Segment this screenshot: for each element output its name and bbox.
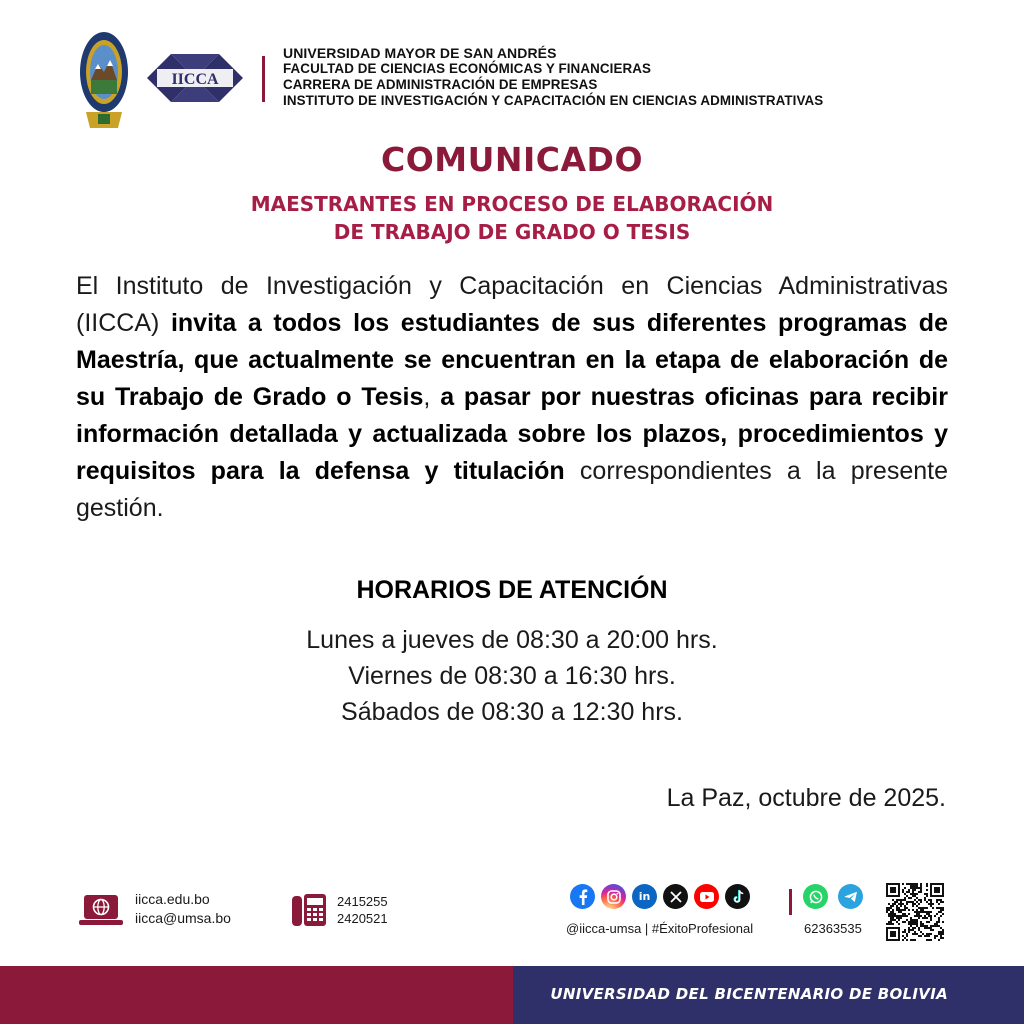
phone-number[interactable]: 2415255 bbox=[337, 894, 388, 909]
place-date: La Paz, octubre de 2025. bbox=[666, 784, 946, 812]
instagram-icon[interactable] bbox=[601, 884, 626, 909]
body-text-part: correspondientes a la presente gestión. bbox=[76, 457, 948, 522]
body-text-part: El Instituto de Investigación y Capacitación en Ciencias Administrativas (IICCA) bbox=[76, 272, 948, 337]
header-university: UNIVERSIDAD MAYOR DE SAN ANDRÉS bbox=[283, 45, 557, 61]
tiktok-icon[interactable] bbox=[725, 884, 750, 909]
page-subtitle bbox=[0, 190, 1024, 246]
subtitle-line-1: MAESTRANTES EN PROCESO DE ELABORACIÓN bbox=[250, 192, 774, 216]
facebook-icon[interactable] bbox=[570, 884, 595, 909]
header-career: CARRERA DE ADMINISTRACIÓN DE EMPRESAS bbox=[283, 77, 598, 92]
email-link[interactable]: iicca@umsa.bo bbox=[135, 910, 231, 926]
announcement-paragraph bbox=[76, 268, 948, 527]
youtube-icon[interactable] bbox=[694, 884, 719, 909]
x-icon[interactable] bbox=[663, 884, 688, 909]
schedule-line: Lunes a jueves de 08:30 a 20:00 hrs. bbox=[306, 626, 718, 654]
laptop-globe-icon bbox=[79, 893, 123, 929]
header-institution-block bbox=[283, 45, 903, 109]
iicca-logo bbox=[147, 54, 243, 102]
qr-code-icon[interactable] bbox=[886, 883, 944, 941]
header-faculty: FACULTAD DE CIENCIAS ECONÓMICAS Y FINANCIERAS bbox=[283, 61, 652, 76]
body-text-part: , bbox=[423, 383, 441, 411]
linkedin-icon[interactable]: in bbox=[632, 884, 657, 909]
bicentennial-slogan: UNIVERSIDAD DEL BICENTENARIO DE BOLIVIA bbox=[550, 985, 948, 1003]
web-contact bbox=[135, 890, 231, 928]
page-title: COMUNICADO bbox=[380, 140, 643, 179]
whatsapp-icon[interactable] bbox=[803, 884, 828, 909]
social-icons bbox=[570, 884, 750, 909]
social-handle: @iicca-umsa | #ÉxitoProfesional bbox=[566, 921, 754, 936]
header-institute: INSTITUTO DE INVESTIGACIÓN Y CAPACITACIÓN EN CIENCIAS ADMINISTRATIVAS bbox=[283, 93, 824, 108]
schedule-line: Viernes de 08:30 a 16:30 hrs. bbox=[348, 662, 676, 690]
schedule-list bbox=[0, 622, 1024, 730]
telegram-icon[interactable] bbox=[838, 884, 863, 909]
social-divider bbox=[789, 889, 792, 915]
whatsapp-number[interactable]: 62363535 bbox=[804, 921, 862, 936]
university-seal-icon bbox=[78, 28, 130, 130]
messaging-icons bbox=[803, 884, 863, 909]
footer-band-maroon bbox=[0, 966, 513, 1024]
phone-contact bbox=[337, 893, 388, 927]
body-bold-part: invita a todos los estudiantes de sus diferentes programas de Maestría, que actualmente se encuentran en la etapa de elaboración de su Trabajo de Grado o Tesis bbox=[76, 309, 948, 411]
header-divider bbox=[262, 56, 265, 102]
iicca-logo-text: IICCA bbox=[171, 71, 219, 88]
phone-number[interactable]: 2420521 bbox=[337, 911, 388, 926]
schedule-line: Sábados de 08:30 a 12:30 hrs. bbox=[341, 698, 683, 726]
website-link[interactable]: iicca.edu.bo bbox=[135, 891, 210, 907]
office-phone-icon bbox=[292, 892, 326, 928]
schedule-title: HORARIOS DE ATENCIÓN bbox=[356, 576, 668, 604]
subtitle-line-2: DE TRABAJO DE GRADO O TESIS bbox=[333, 220, 691, 244]
body-bold-part: a pasar por nuestras oficinas para recibir información detallada y actualizada sobre los plazos, procedimientos y requisitos para la defensa y titulación bbox=[76, 383, 948, 485]
